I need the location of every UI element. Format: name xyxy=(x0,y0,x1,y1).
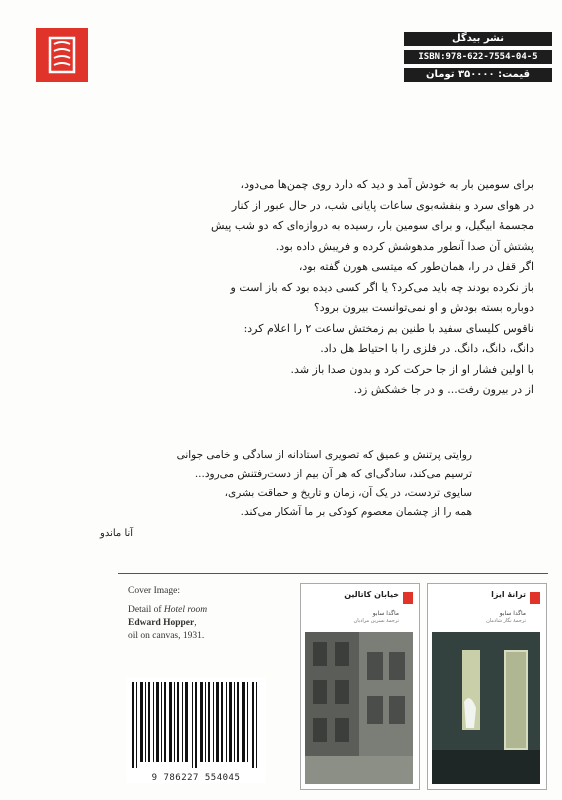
publisher-logo xyxy=(36,28,88,82)
publisher-badge-icon xyxy=(530,592,540,604)
painting-medium: oil on canvas, 1931. xyxy=(128,631,205,641)
review-quote xyxy=(120,446,472,522)
excerpt-line: اگر قفل در را، همان‌طور که میتسی هورن گفته بود، xyxy=(298,260,534,273)
excerpt-text xyxy=(40,175,534,401)
artist-name: Edward Hopper xyxy=(128,618,195,628)
book-thumbnail-isas-song xyxy=(427,583,547,790)
cover-image-credit: Cover Image: Detail of Hotel room Edward Hopper, oil on canvas, 1931. xyxy=(128,586,208,641)
quote-author: آنا ماندو xyxy=(100,528,134,539)
excerpt-line: با اولین فشار او از جا حرکت کرد و بدون صدا باز شد. xyxy=(290,362,534,376)
quote-line: سایوی تردست، در یک آن، زمان و تاریخ و حماقت بشری، xyxy=(224,487,472,499)
quote-line: روایتی پرتنش و عمیق که تصویری استادانه از سادگی و خامی جوانی xyxy=(176,449,472,461)
cover-credit-heading: Cover Image: xyxy=(128,586,180,596)
barcode-icon xyxy=(126,678,266,770)
book-translator: ترجمهٔ نگار شادمان xyxy=(486,618,526,624)
quote-line: همه را از چشمان معصوم کودکی بر ما آشکار می‌کند. xyxy=(240,506,472,518)
cover-credit-prefix: Detail of xyxy=(128,605,164,615)
isbn-label: ISBN:978-622-7554-04-5 xyxy=(404,50,552,64)
price-label: قیمت: ۳۵۰۰۰۰ تومان xyxy=(404,68,552,82)
isbn-barcode xyxy=(126,678,266,783)
book-logo-icon xyxy=(44,34,80,76)
excerpt-line: در هوای سرد و بنفشه‌بوی ساعات پایانی شب، در حال عبور از کنار xyxy=(231,198,534,212)
excerpt-line: دانگ، دانگ، دانگ. در فلزی را با احتیاط هل داد. xyxy=(320,342,534,355)
excerpt-line: دوباره بسته بودش و او نمی‌توانست بیرون برود؟ xyxy=(313,301,534,314)
cover-painting-image xyxy=(432,632,542,785)
book-thumbnail-catalin-street xyxy=(300,583,420,790)
book-title: خیابان کاتالین xyxy=(344,590,399,599)
book-author: ماگدا سابو xyxy=(499,610,526,617)
book-translator: ترجمهٔ نسرین مرادیان xyxy=(353,618,399,624)
barcode-number: 9 786227 554045 xyxy=(151,773,241,783)
quote-line: ترسیم می‌کند، سادگی‌ای که هر آن بیم از دست‌رفتنش می‌رود... xyxy=(194,468,472,480)
publisher-name-label: نشر بیدگل xyxy=(404,32,552,46)
excerpt-line: برای سومین بار به خودش آمد و دید که دارد روی چمن‌ها می‌دود، xyxy=(240,178,534,191)
painting-title: Hotel room xyxy=(163,605,208,615)
book-author: ماگدا سابو xyxy=(372,610,399,617)
excerpt-line: از در بیرون رفت... و در جا خشکش زد. xyxy=(353,383,534,396)
excerpt-line: مجسمهٔ ابیگیل، و برای سومین بار، رسیده به دروازه‌ای که دو شب پیش xyxy=(210,219,534,232)
section-divider xyxy=(118,573,548,574)
book-title: ترانهٔ ایزا xyxy=(491,590,526,599)
excerpt-line: ناقوس کلیسای سفید با طنین بم زمختش ساعت ۲ را اعلام کرد: xyxy=(243,321,534,335)
publisher-info xyxy=(404,32,552,86)
cover-painting-image xyxy=(305,632,415,785)
publisher-badge-icon xyxy=(403,592,413,604)
excerpt-line: باز نکرده بودند چه باید می‌کرد؟ یا اگر کسی دیده بود که باز است و xyxy=(230,280,534,294)
excerpt-line: پشتش آن صدا آنطور مدهوشش کرده و فریبش داده بود. xyxy=(275,239,534,253)
cover-credit-detail xyxy=(128,604,207,617)
